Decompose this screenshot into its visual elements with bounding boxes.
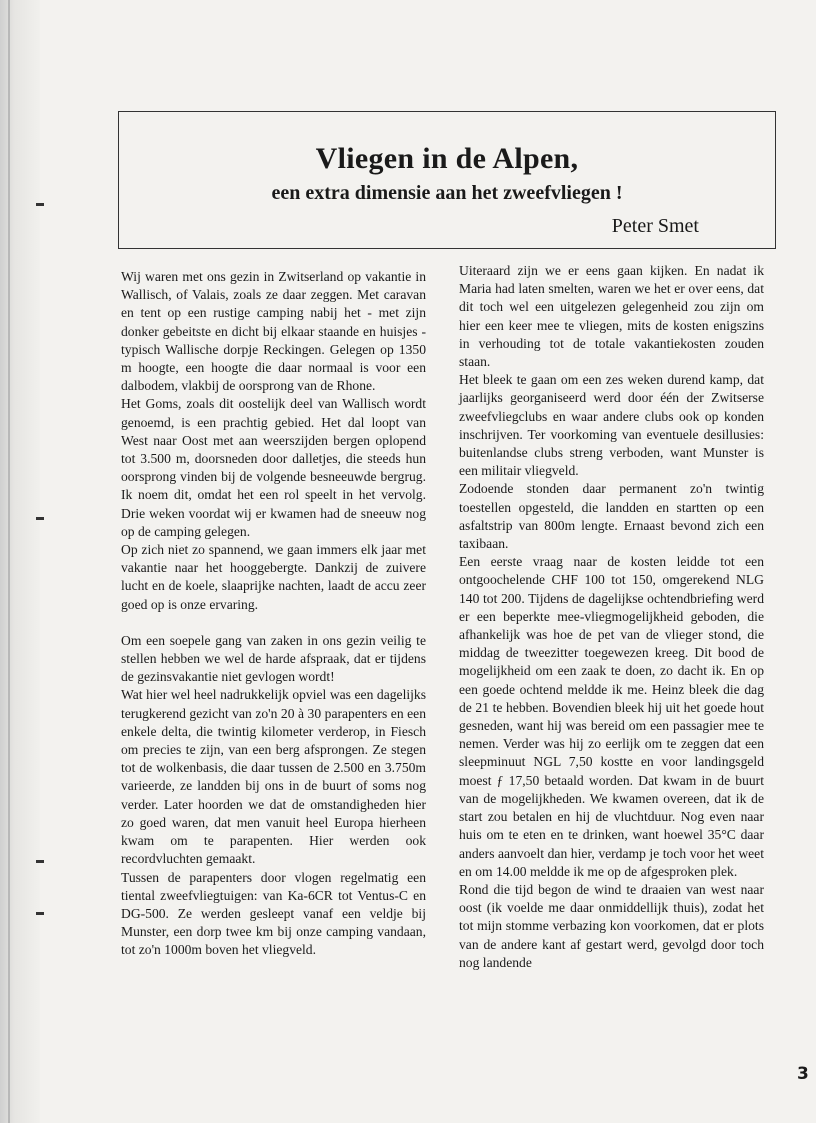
paragraph: Zodoende stonden daar permanent zo'n twintig toestellen opgesteld, die landden en startten op een asfaltstrip van 800m lengte. Ernaast bevond zich een taxibaan. xyxy=(459,481,764,552)
staple-mark xyxy=(36,912,44,915)
article-subtitle: een extra dimensie aan het zweefvliegen ! xyxy=(271,182,623,204)
paragraph: Tussen de parapenters door vlogen regelmatig een tiental zweefvliegtuigen: van Ka-6CR tot Ventus-C en DG-500. Ze werden gesleept vanaf een veldje bij Munster, een dorp twee km bij onze camping vandaan, tot zo'n 1000m boven het vliegveld. xyxy=(121,869,426,958)
paragraph: Een eerste vraag naar de kosten leidde tot een ontgoochelende CHF 100 tot 150, omgerekend NLG 140 tot 200. Tijdens de dagelijkse ochtendbriefing werd er een beperkte mee-vliegmogelijkheid geboden, die afhankelijk was hoe de pet van de vlieger stond, die middag de tweezitter toegewezen kreeg. Dit bood de mogelijkheid om een zaak te doen, zo dacht ik. En op een goede ochtend meldde ik me. Heinz bleek die dag de 21 te hebben. Bovendien bleek hij uit het goede hout gesneden, want hij was bereid om een passagier mee te nemen. Verder was hij zo eerlijk om te zeggen dat een sleepminuut NGL 7,50 kostte en voor landingsgeld moest ƒ 17,50 betaald worden. Dat kwam in de buurt van de mogelijkheden. We kwamen overeen, dat ik de start zou betalen en hij de vluchtduur. Nog even naar huis om te eten en te drinken, want hoewel 35°C daar anders aanvoelt dan hier, verdamp je toch voor het weet en om 14.00 meldde ik me op de afgesproken plek. xyxy=(459,554,764,879)
paragraph: Wat hier wel heel nadrukkelijk opviel was een dagelijks terugkerend gezicht van zo'n 20 à 30 parapenters en een enkele delta, die twintig kilometer verderop, in Fiesch om precies te zijn, van een berg afsprongen. Ze stegen tot de wolkenbasis, die daar tussen de 2.500 en 3.750m varieerde, ze landden bij ons in de buurt of soms nog verder. Later hoorden we dat de omstandigheden hier zo goed waren, dat men vanuit heel Europa hierheen kwam om te parapenten. Hier werden ook recordvluchten gemaakt. xyxy=(121,687,426,867)
article-author: Peter Smet xyxy=(611,215,699,237)
staple-mark xyxy=(36,860,44,863)
left-column xyxy=(121,268,426,960)
paragraph: Op zich niet zo spannend, we gaan immers elk jaar met vakantie naar het hooggebergte. Dankzij de zuivere lucht en de koele, slaaprijke nachten, laadt de accu zeer goed op is onze ervaring. xyxy=(121,542,426,612)
paragraph: Het Goms, zoals dit oostelijk deel van Wallisch wordt genoemd, is een prachtig gebied. Het dal loopt van West naar Oost met aan weerszijden bergen oplopend tot 3.500 m, doorsneden door dalletjes, die steeds hun oorsprong vinden bij de volgende besneeuwde bergrug. Ik noem dit, omdat het een rol speelt in het vervolg. Drie weken voordat wij er kwamen had de sneeuw nog op de camping gelegen. xyxy=(121,396,426,539)
paragraph: Wij waren met ons gezin in Zwitserland op vakantie in Wallisch, of Valais, zoals ze daar zeggen. Met caravan en tent op een rustige camping nabij het - met zijn donker gebeitste en dicht bij elkaar staande en huisjes - typisch Wallische dorpje Reckingen. Gelegen op 1350 m hoogte, een hoogte die daar normaal is voor een dalbodem, vlakbij de oorsprong van de Rhone. xyxy=(121,269,426,394)
binding-edge xyxy=(0,0,40,1123)
paragraph: Uiteraard zijn we er eens gaan kijken. En nadat ik Maria had laten smelten, waren we het er over eens, dat dit toch wel een uitgelezen gelegenheid zou zijn om hier een keer mee te vliegen, mits de kosten enigszins in verhouding tot de totale vakantiekosten zouden staan. xyxy=(459,263,764,370)
title-box xyxy=(118,111,776,249)
paragraph: Om een soepele gang van zaken in ons gezin veilig te stellen hebben we wel de harde afspraak, dat er tijdens de gezinsvakantie niet gevlogen wordt! xyxy=(121,632,426,685)
binding-line xyxy=(8,0,10,1123)
staple-mark xyxy=(36,203,44,206)
right-column xyxy=(459,262,764,972)
paragraph: Rond die tijd begon de wind te draaien van west naar oost (ik voelde me daar onmiddellijk thuis), zodat het tot mijn stomme verbazing kon voorkomen, dat er plots van de andere kant af gestart werd, gevolgd door toch nog landende xyxy=(459,881,764,970)
staple-mark xyxy=(36,517,44,520)
paragraph: Het bleek te gaan om een zes weken durend kamp, dat jaarlijks georganiseerd werd door één der Zwitserse zweefvliegclubs en waar andere clubs ook op konden inschrijven. Ter voorkoming van eventuele desillusies: buitenlandse clubs streng verboden, want Munster is een militair vliegveld. xyxy=(459,372,764,479)
page-number: 3 xyxy=(797,1064,809,1084)
article-title: Vliegen in de Alpen, xyxy=(315,142,579,175)
